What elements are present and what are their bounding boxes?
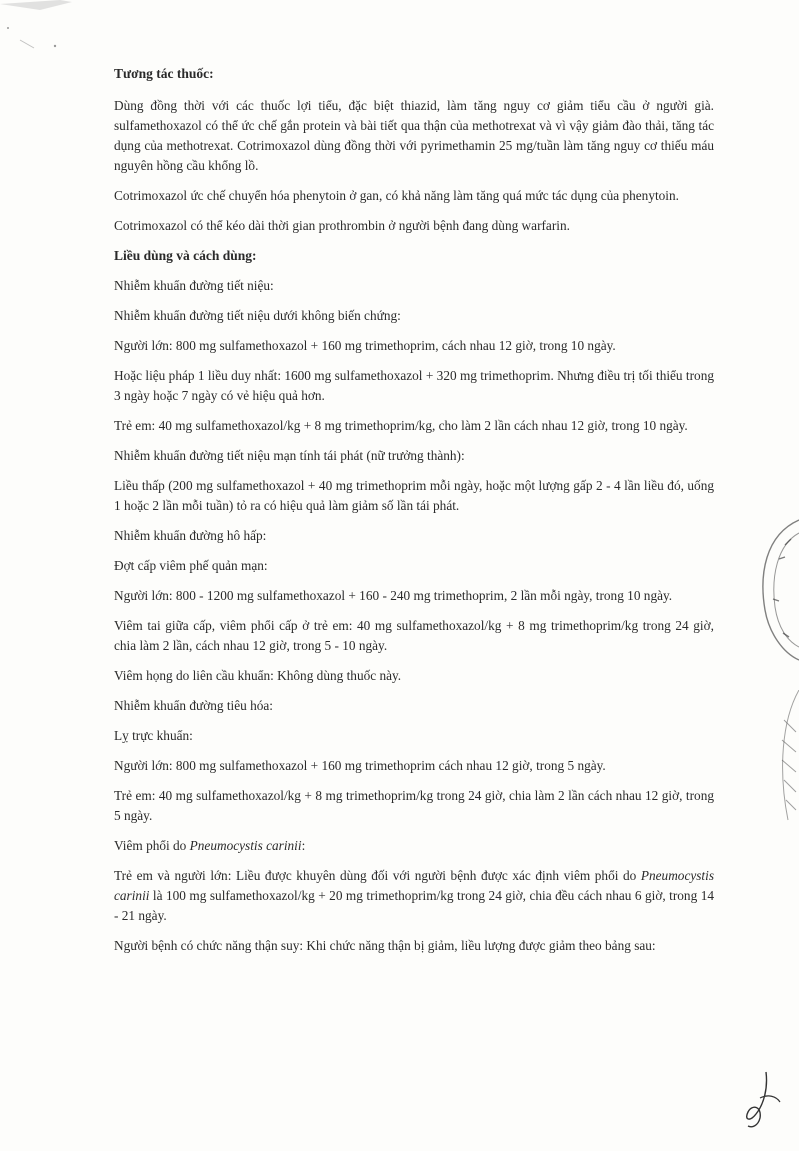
scan-mark-top-left (0, 0, 90, 60)
pcp-title-suffix: : (301, 838, 306, 853)
pcp-dose-part-2: là 100 mg sulfamethoxazol/kg + 20 mg trimethoprim/kg trong 24 giờ, chia đều cách nhau 6 giờ, trong 14 - 21 ngày. (114, 888, 714, 923)
chronic-title: Nhiễm khuẩn đường tiết niệu mạn tính tái phát (nữ trưởng thành): (114, 448, 465, 463)
respiratory-title: Nhiễm khuẩn đường hô hấp: (114, 528, 267, 543)
gi-title: Nhiễm khuẩn đường tiêu hóa: (114, 698, 273, 713)
bronchitis-title: Đợt cấp viêm phế quản mạn: (114, 558, 268, 573)
otitis-child-dose: Viêm tai giữa cấp, viêm phổi cấp ở trẻ em: 40 mg sulfamethoxazol/kg + 8 mg trimethoprim/kg trong 24 giờ, chia làm 2 lần, cách nhau 12 giờ, trong 5 - 10 ngày. (114, 618, 714, 653)
pcp-dose (114, 866, 714, 926)
pcp-title (114, 836, 714, 856)
bronchitis-adult-dose: Người lớn: 800 - 1200 mg sulfamethoxazol + 160 - 240 mg trimethoprim, 2 lần mỗi ngày, trong 10 ngày. (114, 588, 673, 603)
pcp-dose-part-1: Trẻ em và người lớn: Liều được khuyên dùng đối với người bệnh được xác định viêm phổi do (114, 868, 641, 883)
shigella-title: Lỵ trực khuẩn: (114, 728, 193, 743)
interactions-paragraph-2: Cotrimoxazol ức chế chuyển hóa phenytoin ở gan, có khả năng làm tăng quá mức tác dụng của phenytoin. (114, 188, 679, 203)
interactions-paragraph-1: Dùng đồng thời với các thuốc lợi tiểu, đặc biệt thiazid, làm tăng nguy cơ giảm tiểu cầu ở người già. sulfamethoxazol có thể ức chế gắn protein và bài tiết qua thận của methotrexat và vì vậy giảm đào thải, tăng tác dụng của methotrexat. Cotrimoxazol dùng đồng thời với pyrimethamin 25 mg/tuần làm tăng nguy cơ thiếu máu nguyên hồng cầu khổng lồ. (114, 98, 714, 173)
pcp-dose-organism: Pneumocystis carinii (114, 868, 714, 903)
urinary-title: Nhiễm khuẩn đường tiết niệu: (114, 278, 274, 293)
dosage-heading: Liều dùng và cách dùng: (114, 248, 257, 263)
uti-child-dose: Trẻ em: 40 mg sulfamethoxazol/kg + 8 mg trimethoprim/kg, cho làm 2 lần cách nhau 12 giờ, trong 10 ngày. (114, 418, 688, 433)
stamp-fragment-right (770, 690, 799, 840)
uti-single-dose: Hoặc liệu pháp 1 liều duy nhất: 1600 mg sulfamethoxazol + 320 mg trimethoprim. Nhưng điều trị tối thiểu trong 3 ngày hoặc 7 ngày có vẻ hiệu quả hơn. (114, 368, 714, 403)
strep-throat-note: Viêm họng do liên cầu khuẩn: Không dùng thuốc này. (114, 668, 402, 683)
signature (738, 1068, 786, 1130)
stamp-edge (755, 515, 799, 665)
shigella-adult-dose: Người lớn: 800 mg sulfamethoxazol + 160 mg trimethoprim cách nhau 12 giờ, trong 5 ngày. (114, 758, 606, 773)
pcp-title-organism: Pneumocystis carinii (189, 838, 302, 853)
document-body (114, 64, 714, 966)
chronic-dose: Liều thấp (200 mg sulfamethoxazol + 40 mg trimethoprim mỗi ngày, hoặc một lượng gấp 2 - 4 lần liều đó, uống 1 hoặc 2 lần mỗi tuần) tỏ ra có hiệu quả làm giảm số lần tái phát. (114, 478, 714, 513)
renal-impairment-note: Người bệnh có chức năng thận suy: Khi chức năng thận bị giảm, liều lượng được giảm theo bảng sau: (114, 938, 656, 953)
pcp-title-prefix: Viêm phổi do (114, 838, 190, 853)
interactions-heading: Tương tác thuốc: (114, 66, 214, 81)
uti-adult-dose: Người lớn: 800 mg sulfamethoxazol + 160 mg trimethoprim, cách nhau 12 giờ, trong 10 ngày. (114, 338, 616, 353)
interactions-paragraph-3: Cotrimoxazol có thể kéo dài thời gian prothrombin ở người bệnh đang dùng warfarin. (114, 218, 570, 233)
uncomplicated-title: Nhiễm khuẩn đường tiết niệu dưới không biến chứng: (114, 308, 401, 323)
shigella-child-dose: Trẻ em: 40 mg sulfamethoxazol/kg + 8 mg trimethoprim/kg trong 24 giờ, chia làm 2 lần cách nhau 12 giờ, trong 5 ngày. (114, 788, 714, 823)
